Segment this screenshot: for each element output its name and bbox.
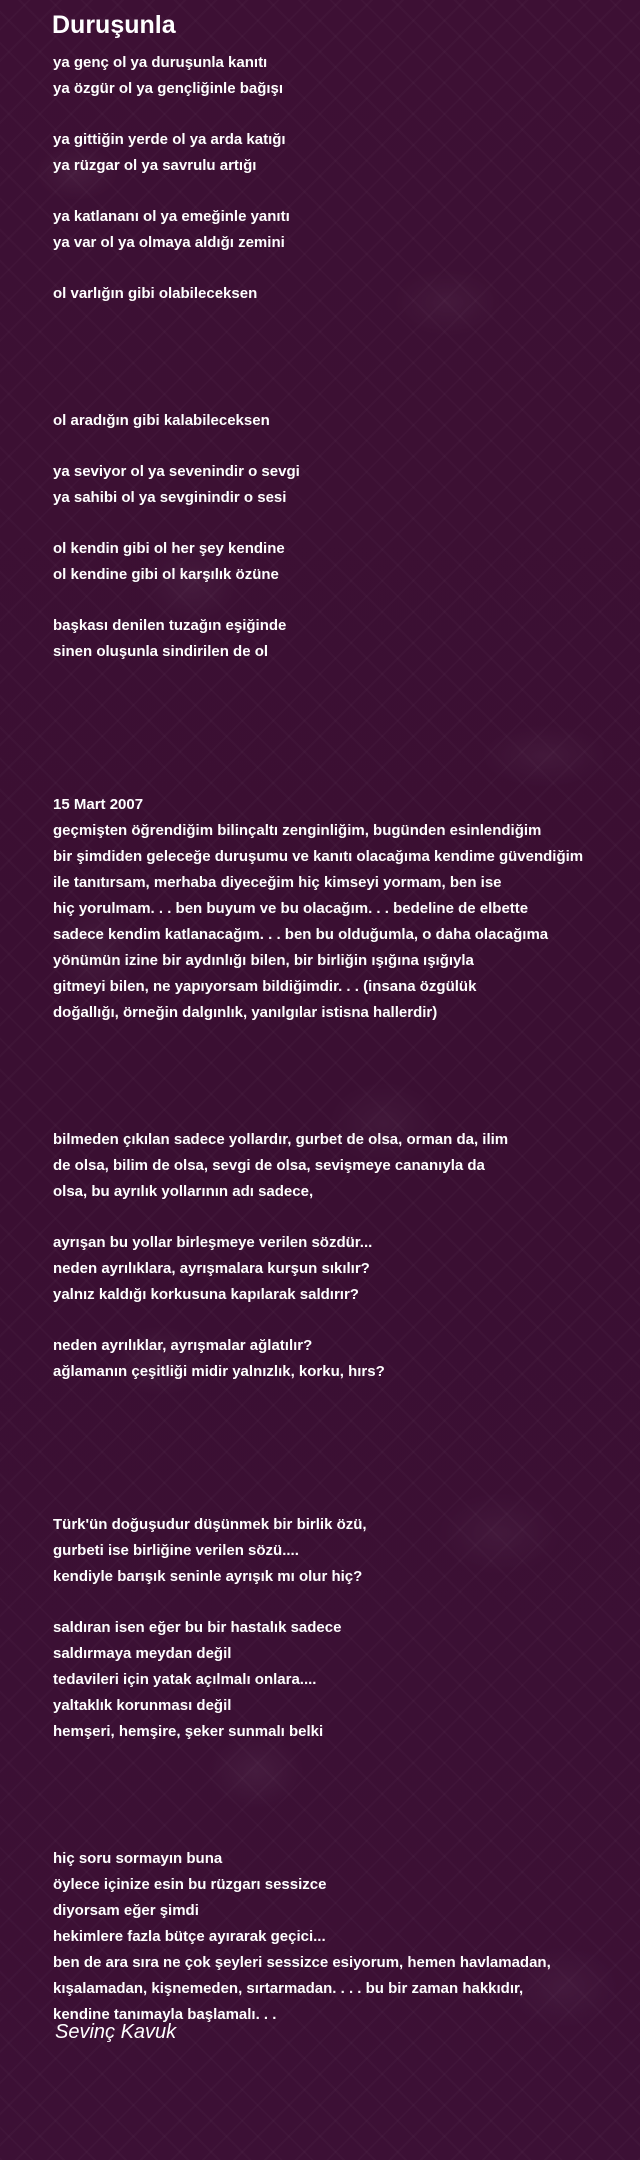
poem-line: kendiyle barışık seninle ayrışık mı olur hiç? (53, 1568, 363, 1585)
poem-line: ile tanıtırsam, merhaba diyeceğim hiç kimseyi yormam, ben ise (53, 874, 502, 891)
poem-line: ya özgür ol ya gençliğinle bağışı (53, 80, 284, 97)
poem-line: neden ayrılıklar, ayrışmalar ağlatılır? (53, 1337, 313, 1354)
poem-line: Türk'ün doğuşudur düşünmek bir birlik özü, (53, 1516, 367, 1533)
poem-line: ya genç ol ya duruşunla kanıtı (53, 54, 268, 71)
poem-line: hemşeri, hemşire, şeker sunmalı belki (53, 1723, 324, 1740)
poem-line: de olsa, bilim de olsa, sevgi de olsa, sevişmeye cananıyla da (53, 1157, 485, 1174)
poem-line: olsa, bu ayrılık yollarının adı sadece, (53, 1183, 314, 1200)
poem-line: gitmeyi bilen, ne yapıyorsam bildiğimdir. . . (insana özgülük (53, 978, 477, 995)
poem-line: sinen oluşunla sindirilen de ol (53, 643, 269, 660)
poem-line: ya rüzgar ol ya savrulu artığı (53, 157, 257, 174)
poem-line: ya gittiğin yerde ol ya arda katığı (53, 131, 286, 148)
poem-line: başkası denilen tuzağın eşiğinde (53, 617, 287, 634)
poem-line: yönümün izine bir aydınlığı bilen, bir birliğin ışığına ışığıyla (53, 952, 474, 969)
poem-title: Duruşunla (52, 11, 176, 39)
poem-line: saldıran isen eğer bu bir hastalık sadece (53, 1619, 342, 1636)
poem-line: yalnız kaldığı korkusuna kapılarak saldırır? (53, 1286, 359, 1303)
poem-line: bir şimdiden geleceğe duruşumu ve kanıtı olacağıma kendime güvendiğim (53, 848, 584, 865)
poem-line: ol varlığın gibi olabileceksen (53, 285, 258, 302)
poem-line: sadece kendim katlanacağım. . . ben bu olduğumla, o daha olacağıma (53, 926, 549, 943)
poem-line: ya sahibi ol ya sevginindir o sesi (53, 489, 287, 506)
poem-line: doğallığı, örneğin dalgınlık, yanılgılar istisna hallerdir) (53, 1004, 438, 1021)
author-name[interactable]: Sevinç Kavuk (55, 2021, 177, 2043)
poem-line: geçmişten öğrendiğim bilinçaltı zenginliğim, bugünden esinlendiğim (53, 822, 542, 839)
poem-line: yaltaklık korunması değil (53, 1697, 232, 1714)
poem-line: hekimlere fazla bütçe ayırarak geçici... (53, 1928, 326, 1945)
poem-line: bilmeden çıkılan sadece yollardır, gurbet de olsa, orman da, ilim (53, 1131, 509, 1148)
poem-line: ayrışan bu yollar birleşmeye verilen sözdür... (53, 1234, 373, 1251)
poem-line: saldırmaya meydan değil (53, 1645, 232, 1662)
poem-line: öylece içinize esin bu rüzgarı sessizce (53, 1876, 327, 1893)
poem-line: ya seviyor ol ya sevenindir o sevgi (53, 463, 300, 480)
poem-line: ben de ara sıra ne çok şeyleri sessizce esiyorum, hemen havlamadan, (53, 1954, 551, 1971)
poem-line: kışalamadan, kişnemeden, sırtarmadan. . . . bu bir zaman hakkıdır, (53, 1980, 524, 1997)
poem-line: tedavileri için yatak açılmalı onlara.... (53, 1671, 317, 1688)
poem-line: hiç yorulmam. . . ben buyum ve bu olacağım. . . bedeline de elbette (53, 900, 529, 917)
poem-line: hiç soru sormayın buna (53, 1850, 223, 1867)
poem-date: 15 Mart 2007 (53, 796, 144, 813)
poem-line: ya var ol ya olmaya aldığı zemini (53, 234, 285, 251)
poem-line: ağlamanın çeşitliği midir yalnızlık, korku, hırs? (53, 1363, 385, 1380)
poem-line: gurbeti ise birliğine verilen sözü.... (53, 1542, 299, 1559)
poem-line: ol kendin gibi ol her şey kendine (53, 540, 285, 557)
poem-line: ya katlananı ol ya emeğinle yanıtı (53, 208, 290, 225)
poem-line: kendine tanımayla başlamalı. . . (53, 2006, 277, 2023)
poem-line: ol aradığın gibi kalabileceksen (53, 412, 270, 429)
poem-line: ol kendine gibi ol karşılık özüne (53, 566, 279, 583)
poem-line: diyorsam eğer şimdi (53, 1902, 199, 1919)
poem-line: neden ayrılıklara, ayrışmalara kurşun sıkılır? (53, 1260, 370, 1277)
